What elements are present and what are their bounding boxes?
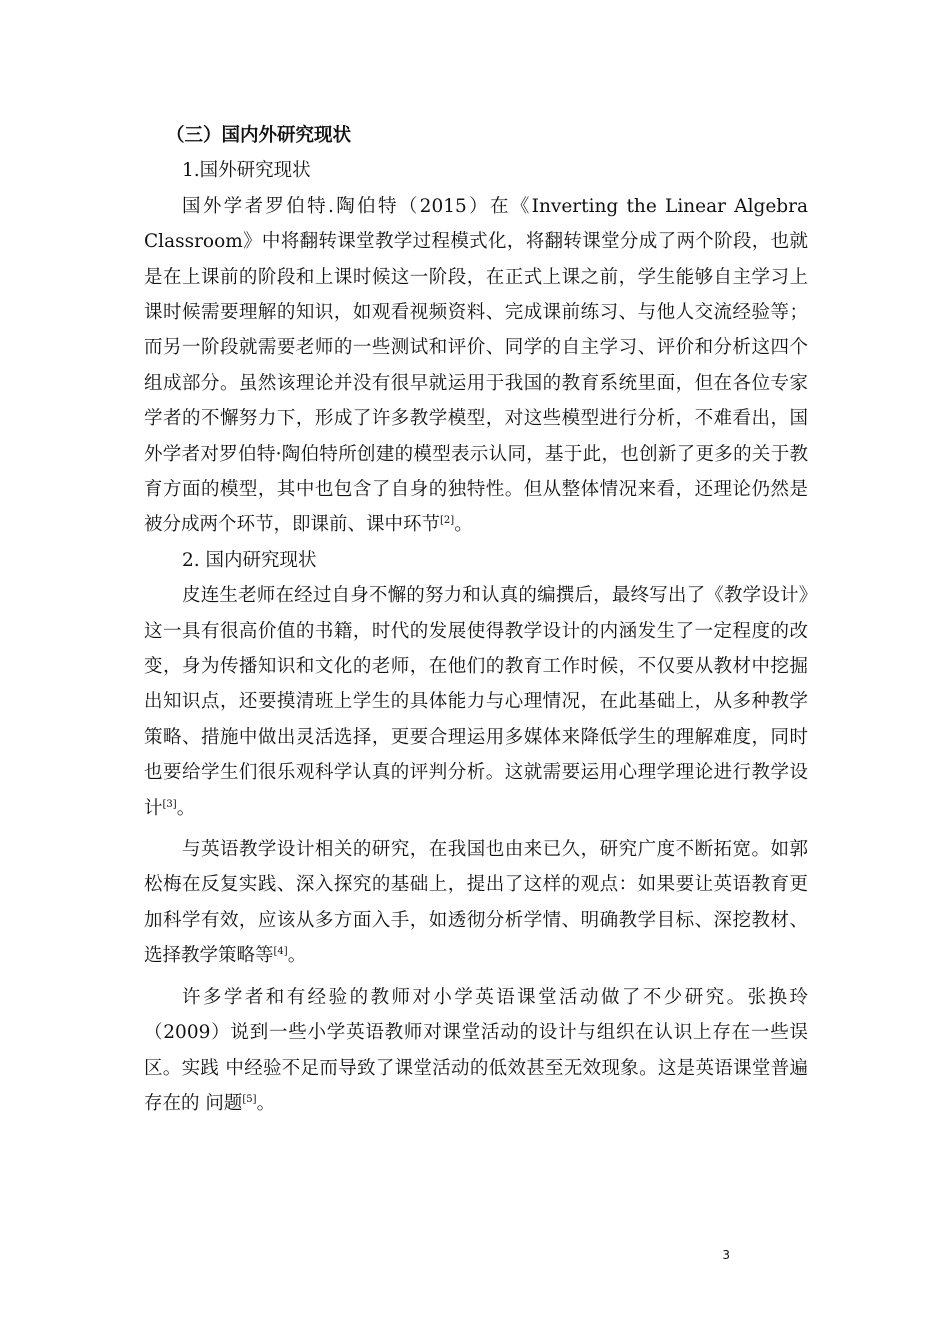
domestic-research-paragraph-2: [144, 832, 808, 974]
citation-marker: [5]: [242, 1093, 257, 1105]
paragraph-text: 许多学者和有经验的教师对小学英语课堂活动做了不少研究。张换玲（2009）说到一些小学英语教师对课堂活动的设计与组织在认识上存在一些误区。实践 中经验不足而导致了课堂活动的低效甚至无效现象。这是英语课堂普遍存在的 问题: [144, 986, 808, 1114]
paragraph-text: 国外学者罗伯特.陶伯特（2015）在《Inverting the Linear Algebra Classroom》中将翻转课堂教学过程模式化，将翻转课堂分成了两个阶段，也就是在上课前的阶段和上课时候这一阶段，在正式上课之前，学生能够自主学习上课时候需要理解的知识，如观看视频资料、完成课前练习、与他人交流经验等；而另一阶段就需要老师的一些测试和评价、同学的自主学习、评价和分析这四个组成部分。虽然该理论并没有很早就运用于我国的教育系统里面，但在各位专家学者的不懈努力下，形成了许多教学模型，对这些模型进行分析，不难看出，国外学者对罗伯特·陶伯特所创建的模型表示认同，基于此，也创新了更多的关于教育方面的模型，其中也包含了自身的独特性。但从整体情况来看，还理论仍然是被分成两个环节，即课前、课中环节: [144, 195, 808, 536]
foreign-research-heading: 1.国外研究现状: [182, 160, 311, 182]
paragraph-text: 皮连生老师在经过自身不懈的努力和认真的编撰后，最终写出了《教学设计》这一具有很高价值的书籍，时代的发展使得教学设计的内涵发生了一定程度的改变，身为传播知识和文化的老师，在他们的教育工作时候，不仅要从教材中挖掘出知识点，还要摸清班上学生的具体能力与心理情况，在此基础上，从多种教学策略、措施中做出灵活选择，更要合理运用多媒体来降低学生的理解难度，同时也要给学生们很乐观科学认真的评判分析。这就需要运用心理学理论进行教学设计: [144, 585, 808, 819]
paragraph-end: 。: [256, 1092, 276, 1114]
citation-marker: [2]: [440, 515, 455, 527]
domestic-research-heading: 2. 国内研究现状: [182, 549, 317, 571]
domestic-research-paragraph-1: [144, 578, 808, 826]
foreign-research-paragraph: [144, 189, 808, 543]
citation-marker: [4]: [273, 946, 288, 958]
paragraph-text: 与英语教学设计相关的研究，在我国也由来已久，研究广度不断拓宽。如郭松梅在反复实践、深入探究的基础上，提出了这样的观点：如果要让英语教育更加科学有效，应该从多方面入手，如透彻分析学情、明确教学目标、深挖教材、选择教学策略等: [144, 839, 808, 967]
paragraph-end: 。: [176, 797, 196, 819]
page-body: [144, 118, 808, 1121]
paragraph-end: 。: [287, 945, 307, 967]
citation-marker: [3]: [162, 798, 177, 810]
page-number: 3: [722, 1248, 730, 1262]
domestic-research-paragraph-3: [144, 980, 808, 1122]
section-heading: （三）国内外研究现状: [166, 125, 352, 146]
paragraph-end: 。: [454, 514, 473, 536]
